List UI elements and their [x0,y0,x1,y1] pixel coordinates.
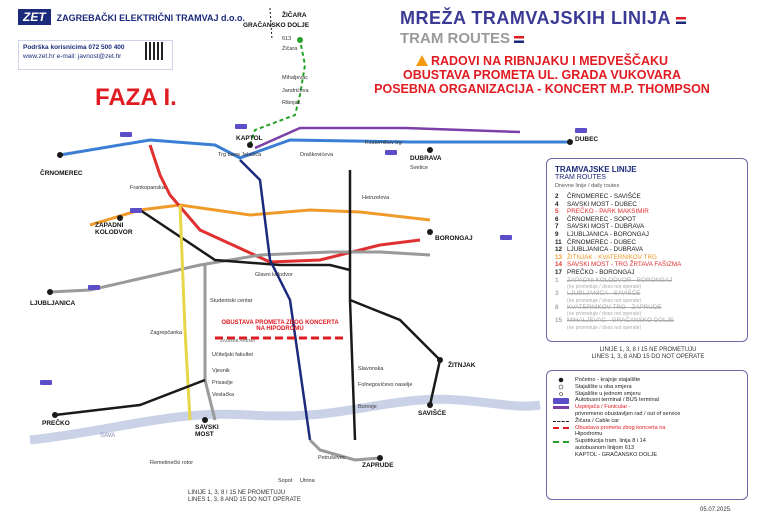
route-number: 8 [555,303,559,311]
map-title: MREŽA TRAMVAJSKIH LINIJA [400,8,686,29]
route-item[interactable] [555,317,747,325]
route-number: 5 [555,208,559,216]
route-number: 15 [555,317,563,325]
station-zaprude[interactable]: ZAPRUDE [362,462,394,469]
route-number: 6 [555,215,559,223]
terminal-borongaj [427,229,433,235]
phase-label: FAZA I. [95,84,177,111]
station-sopot[interactable]: Sopot [278,478,293,484]
station-frankopanska[interactable]: Frankopanska [130,185,165,191]
route-name: LJUBLJANICA - SAVIŠĆE [567,290,641,298]
station-veslacka[interactable]: Veslačka [212,392,235,398]
route-item[interactable] [555,325,747,331]
station-jandriceva[interactable]: Jandrićeva [282,88,309,94]
cable-symbol-icon [553,421,569,422]
route-item[interactable] [555,304,747,312]
route-item[interactable] [555,290,747,298]
route-item[interactable] [555,261,747,269]
route-number: 11 [555,238,562,246]
notice-line3: POSEBNA ORGANIZACIJA - KONCERT M.P. THOMPSON [374,82,710,96]
symbol-legend-row [553,445,747,452]
station-kaptol[interactable]: KAPTOL [236,135,263,142]
route-number: 7 [555,223,559,231]
station-slavonska[interactable]: Slavonska [358,366,384,372]
route-name: (ne prometuje / does not operate) [567,284,642,291]
symbol-legend-row [553,452,747,459]
symbol-legend-text: Hipodromu [575,431,603,438]
bus-terminal-icon[interactable] [235,124,247,129]
terminal-savisce [427,402,433,408]
station-dubec[interactable]: DUBEC [575,136,599,143]
route-item[interactable] [555,246,747,254]
route-item[interactable] [555,216,747,224]
issue-date: 05.07.2025. [700,507,732,513]
none-symbol-icon [553,452,569,458]
symbol-legend-text: Uspinjača / Funicular - [575,404,631,411]
symbol-legend-text: Stajalište u oba smjera [575,383,632,390]
notice-line1: RADOVI NA RIBNJAKU I MEDVEŠČAKU [430,54,669,68]
ring-symbol-icon [553,384,569,390]
route-name: (ne prometuje / does not operate) [567,297,642,304]
route-name: KVATERNIKOV TRG - ZAPRUDE [567,303,662,311]
zet-logo: ZET [18,9,51,25]
symbol-legend-row [553,438,747,445]
station-vjesnik[interactable]: Vjesnik [212,368,230,374]
station-mihaljevac[interactable]: Mihaljevac [282,75,308,81]
station-borongaj[interactable]: BORONGAJ [435,235,473,242]
route-item[interactable] [555,193,747,201]
route-number: 17 [555,268,563,276]
reddash-symbol-icon [553,427,569,429]
terminal-savski-most [202,417,208,423]
symbol-legend-row [553,425,747,432]
route-name: (ne prometuje / does not operate) [567,311,642,318]
station-uciteljski[interactable]: Učiteljski fakultet [212,352,253,358]
station-utrina[interactable]: Utrina [300,478,315,484]
station-petrusevec[interactable]: Petruševec [318,455,346,461]
legend-heading-en: TRAM ROUTES [555,174,606,181]
bus-terminal-icon[interactable] [385,150,397,155]
station-heinzelova[interactable]: Heinzelova [362,195,390,201]
route-number: 3 [555,290,559,298]
symbol-legend-text: KAPTOL - GRAČANSKO DOLJE [575,451,658,458]
terminal-dubrava [427,147,433,153]
terminal-crnomerec [57,152,63,158]
dot-symbol-icon [553,377,569,383]
none-symbol-icon [553,411,569,417]
station-zapadni-kolodvor[interactable]: ZAPADNI KOLODVOR [95,222,133,236]
bus-symbol-icon [553,398,569,404]
station-gracansko-dolje[interactable]: GRAČANSKO DOLJE [243,22,310,29]
cable-car-label: Žičara [282,46,298,52]
route-name: SAVSKI MOST - TRG ŽRTAVA FAŠIZMA [567,261,682,269]
station-ribnjak[interactable]: Ribnjak [282,100,301,106]
line-precko [55,380,205,415]
station-precko[interactable]: PREČKO [42,420,70,427]
symbol-legend-row [553,391,747,398]
bus-terminal-icon[interactable] [575,128,587,133]
route-item[interactable] [555,269,747,277]
station-folnegovicevo[interactable]: Folnegovićevo naselje [358,382,413,388]
line-ljubljanica [50,290,90,292]
greendash-symbol-icon [553,441,569,443]
bus-terminal-icon[interactable] [120,132,132,137]
terminal-dubec [567,139,573,145]
station-svetice[interactable]: Svetice [410,165,429,171]
route-number: 14 [555,261,563,269]
river-label: SAVA [100,433,116,439]
none-symbol-icon [553,432,569,438]
route-item[interactable] [555,223,747,231]
route-name: SAVSKI MOST - DUBRAVA [567,223,645,231]
station-dubrava[interactable]: DUBRAVA [410,155,442,162]
terminal-kaptol [247,142,253,148]
station-savski-most[interactable]: SAVSKI MOST [195,424,219,438]
station-zitnjak[interactable]: ŽITNJAK [448,362,476,369]
station-remetinecki[interactable]: Remetinečki rotor [150,460,194,466]
route-name: ZAPADNI KOLODVOR - BORONGAJ [567,276,673,284]
terminal-zaprude [377,455,383,461]
symbol-legend-row [553,418,747,425]
route-number: 2 [555,193,559,200]
route-number: 13 [555,253,563,261]
station-studentski-centar[interactable]: Studentski centar [210,298,253,304]
route-item[interactable] [555,208,747,216]
symbol-legend-row [553,404,747,411]
station-ljubljanica[interactable]: LJUBLJANICA [30,300,76,307]
station-savisce[interactable]: SAVIŠĆE [418,410,447,417]
symbol-legend-text: Autobusni terminal / BUS terminal [575,397,659,404]
legend-subheading: Dnevne linije / daily routes [555,183,620,189]
route-number: 4 [555,200,559,208]
route-name: ČRNOMEREC - DUBEC [567,238,636,246]
route-legend [546,158,748,342]
symbol-legend-row [553,397,747,404]
zagreb-arena-label: ZAGREB ARENA [220,338,256,343]
small-symbol-icon [553,391,569,397]
not-running-note: LINIJE 1, 3, 8 I 15 NE PROMETUJU LINES 1, 3, 8 AND 15 DO NOT OPERATE [591,347,705,360]
route-name: (ne prometuje / does not operate) [567,324,642,331]
station-zagrepcanka[interactable]: Zagrepčanka [150,330,183,336]
route-name: ČRNOMEREC - SAVIŠĆE [567,193,641,200]
symbol-legend-text: Početno - krajnje stajalište [575,377,641,383]
terminal-ljubljanica [47,289,53,295]
route-name: MIHALJEVAC - GRAČANSKO DOLJE [567,317,674,325]
route-item[interactable] [555,231,747,239]
station-crnomerec[interactable]: ČRNOMEREC [40,170,83,177]
symbol-legend-row [553,411,747,418]
route-item[interactable] [555,239,747,247]
bus-terminal-icon[interactable] [130,208,142,213]
station-prisavlje[interactable]: Prisavlje [212,380,233,386]
route-name: SAVSKI MOST - DUBEC [567,200,637,208]
map-subtitle: TRAM ROUTES [400,30,524,47]
terminal-gracansko [297,37,303,43]
route-name: PREČKO - PARK MAKSIMIR [567,208,649,216]
legend-heading: TRAMVAJSKE LINIJE [555,165,637,174]
terminal-zitnjak [437,357,443,363]
station-glavni-kolodvor[interactable]: Glavni kolodvor [255,272,293,278]
station-zicara[interactable]: ŽIČARA [282,12,307,19]
symbol-legend-row [553,384,747,391]
route-name: LJUBLJANICA - BORONGAJ [567,230,649,238]
footnote: LINIJE 1, 3, 8 I 15 NE PROMETUJU LINES 1, 3, 8 AND 15 DO NOT OPERATE [188,490,301,503]
support-phone: Podrška korisnicima 072 500 400 [23,44,125,51]
station-kvaternikov[interactable]: Kvaternikov trg [365,140,402,146]
notice-line2: OBUSTAVA PROMETA UL. GRADA VUKOVARA [402,68,681,82]
bus-terminal-icon[interactable] [500,235,512,240]
route-number: 9 [555,230,559,238]
symbol-legend-text: Supstitucija tram. linija 8 i 14 [575,438,646,445]
route-item[interactable] [555,277,747,285]
route-name: PREČKO - BORONGAJ [567,268,635,276]
hipodrom-closure-label: OBUSTAVA PROMETA ZBOG KONCERTA NA HIPODROMU [221,320,339,332]
symbol-legend [546,370,748,500]
route-name: LJUBLJANICA - DUBRAVA [567,246,644,254]
bus-terminal-icon[interactable] [40,380,52,385]
station-borovje[interactable]: Borovje [358,404,377,410]
terminal-zapadni [117,215,123,221]
company-name: ZAGREBAČKI ELEKTRIČNI TRAMVAJ d.o.o. [56,13,245,23]
route-number: 1 [555,276,559,284]
bus-613-label: 613 [282,36,292,42]
bus-terminal-icon[interactable] [88,285,100,290]
station-trg-bana[interactable]: Trg bana Jelačića [218,152,262,158]
line-savisce [350,300,440,405]
terminal-precko [52,412,58,418]
symbol-legend-row [553,431,747,438]
symbol-legend-text: privremeno obustavljen rad / out of service [575,410,681,417]
symbol-legend-text: Obustava prometa zbog koncerta na [575,424,666,431]
funi-symbol-icon [553,406,569,409]
symbol-legend-text: autobusnom linijom 613 [575,444,635,451]
symbol-legend-row [553,377,747,384]
support-contacts[interactable]: www.zet.hr e-mail: javnost@zet.hr [23,53,122,60]
route-name: ČRNOMEREC - SOPOT [567,215,636,223]
none-symbol-icon [553,445,569,451]
symbol-legend-text: Stajalište u jednom smjeru [575,390,641,397]
route-number: 12 [555,246,563,254]
station-draskoviceva[interactable]: Draškovićeva [300,152,334,158]
symbol-legend-text: Žičara / Cable car [575,417,620,424]
route-name: ŽITNJAK - KVATERNIKOV TRG [567,253,657,261]
route-list [547,193,747,331]
